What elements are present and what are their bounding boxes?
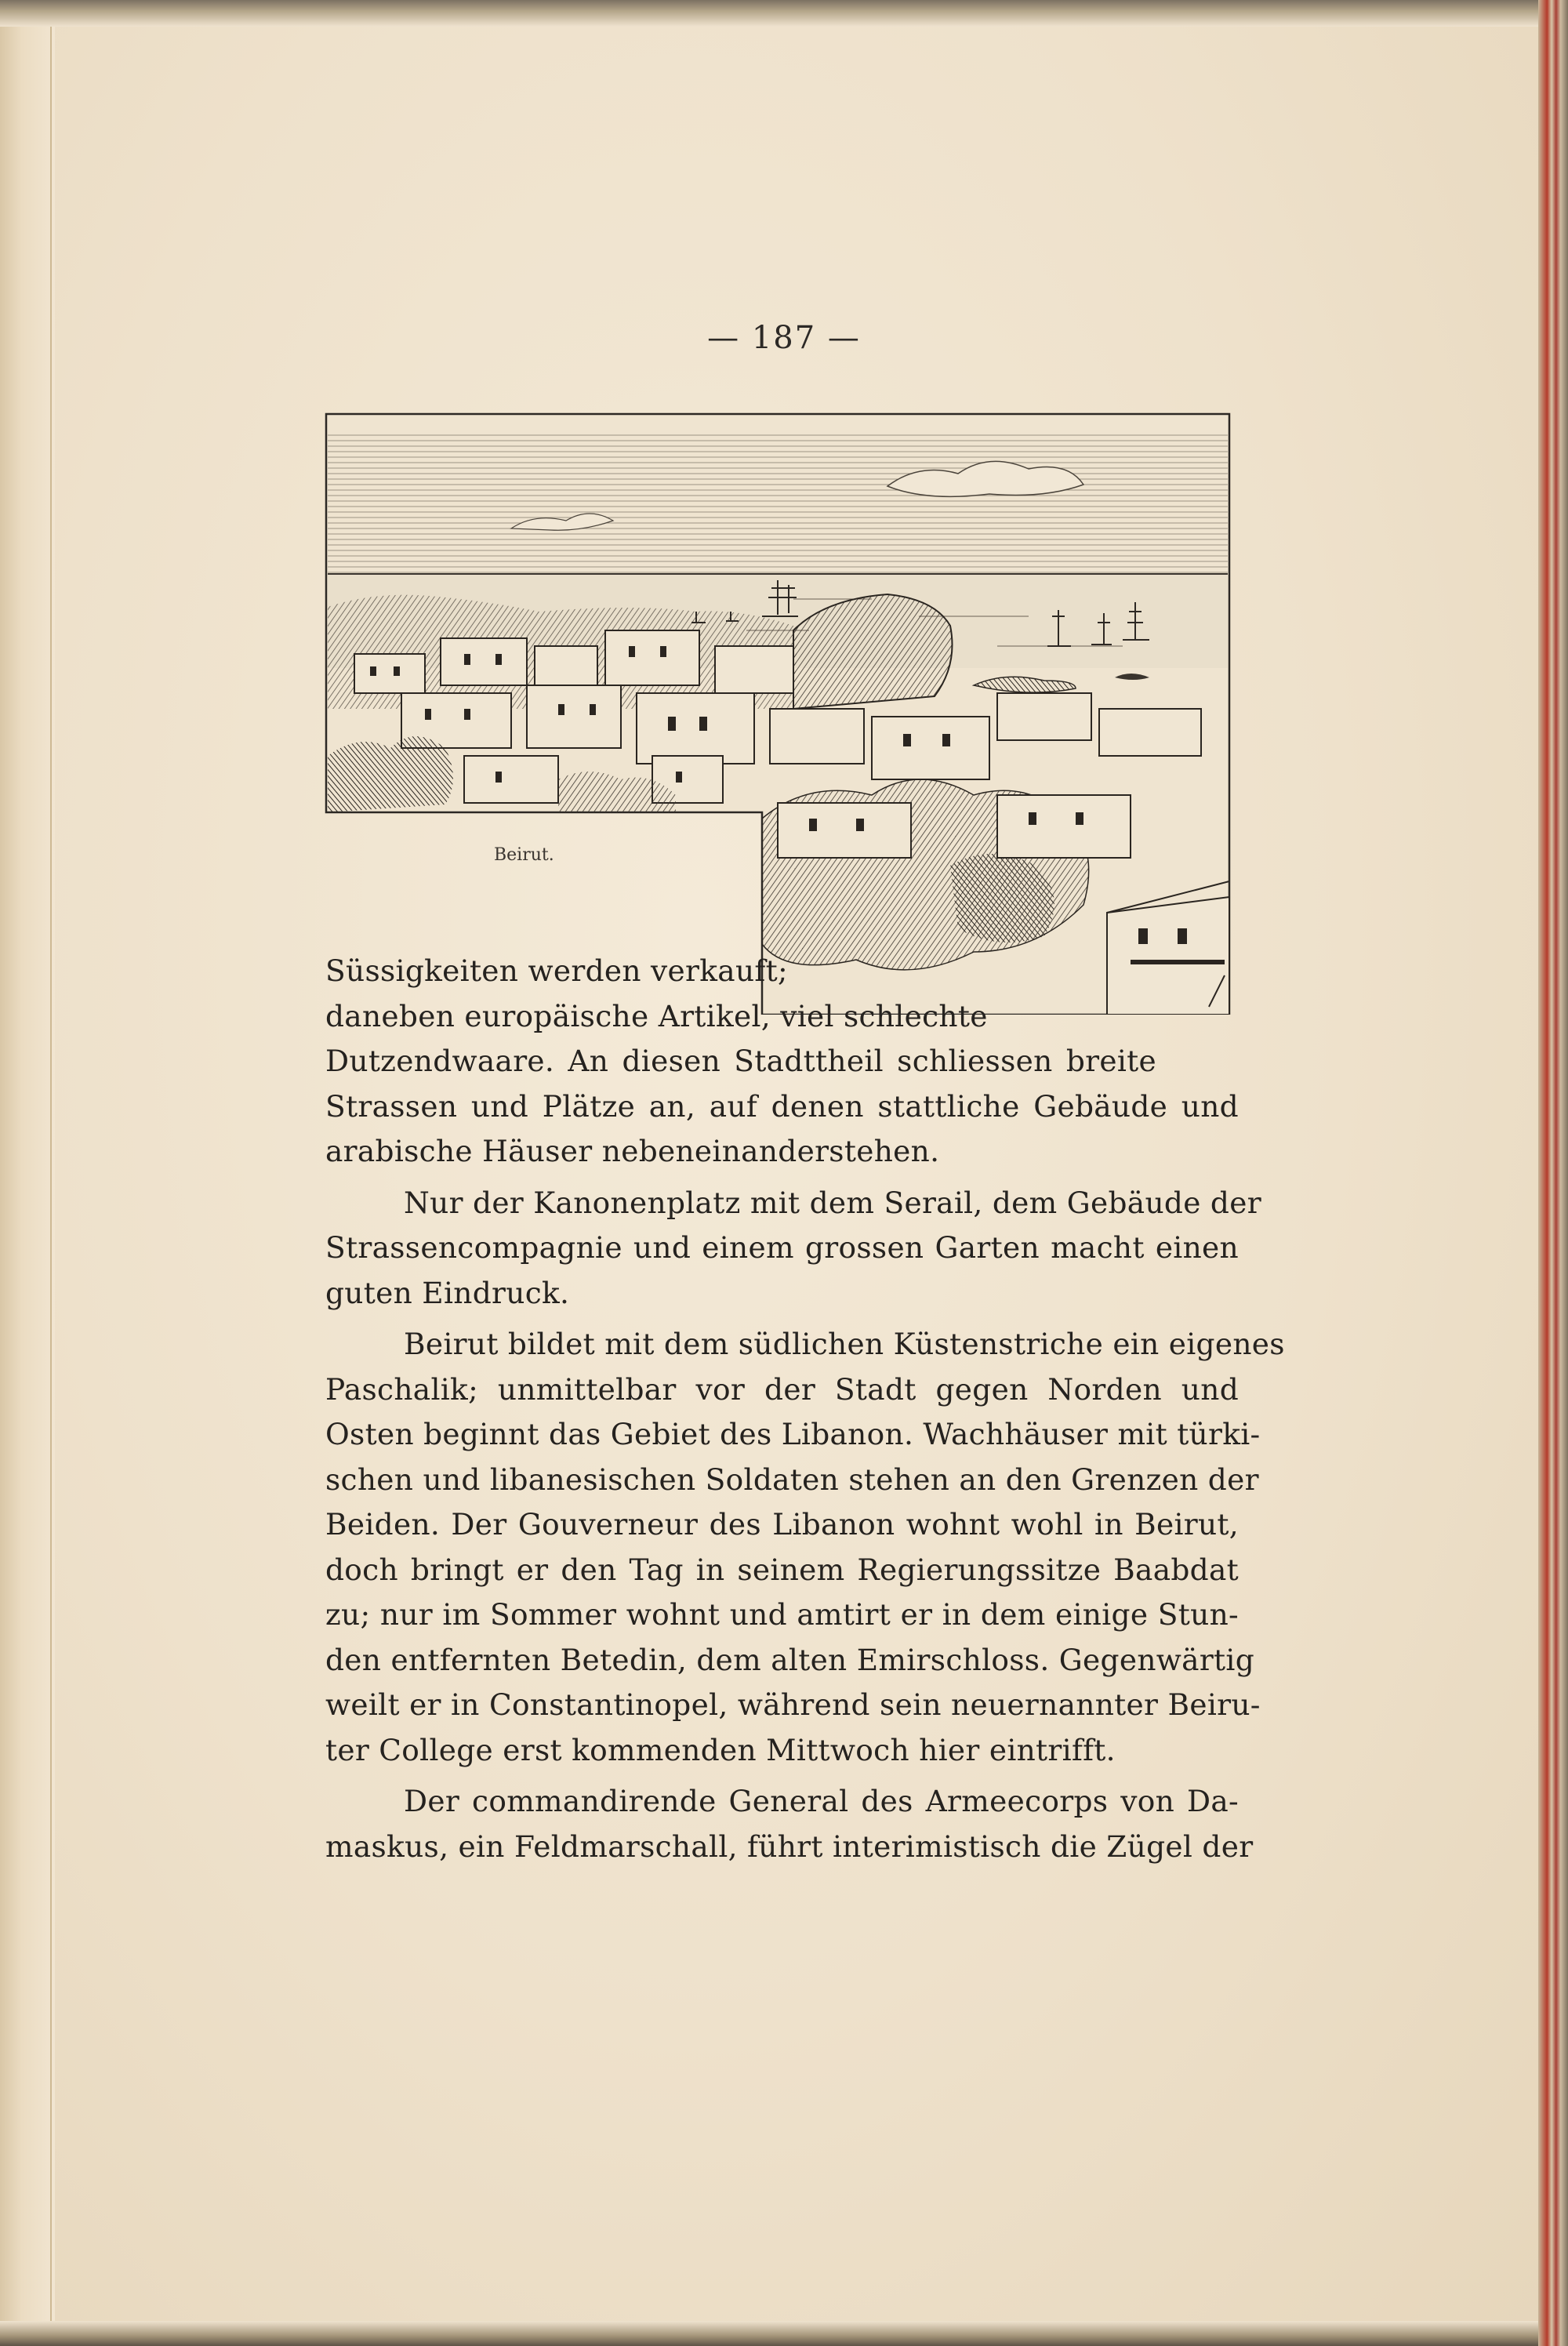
text-line: Dutzendwaare. An diesen Stadttheil schliessen breite [325, 1044, 1156, 1078]
text-line: zu; nur im Sommer wohnt und amtirt er in dem einige Stun- [325, 1597, 1239, 1632]
text-line: Paschalik; unmittelbar vor der Stadt gegen Norden und [325, 1371, 1239, 1407]
page-top-edge [0, 0, 1538, 27]
page-number: — 187 — [707, 320, 861, 356]
text-line: Strassencompagnie und einem grossen Garten macht einen [325, 1230, 1239, 1265]
body-text [325, 949, 1285, 1869]
foreground-house [778, 803, 911, 858]
text-line: Nur der Kanonenplatz mit dem Serail, dem Gebäude der [404, 1185, 1261, 1220]
text-line: daneben europäische Artikel, viel schlechte [325, 998, 988, 1033]
text-line: Osten beginnt das Gebiet des Libanon. Wachhäuser mit türki- [325, 1417, 1261, 1451]
beirut-engraving [323, 411, 1232, 1015]
text-line: Süssigkeiten werden verkauft; [325, 953, 788, 988]
figure-caption: Beirut. [494, 845, 554, 865]
text-line: doch bringt er den Tag in seinem Regierungssitze Baabdat [325, 1552, 1239, 1587]
text-line: guten Eindruck. [325, 1275, 570, 1310]
text-line: ter College erst kommenden Mittwoch hier eintrifft. [325, 1732, 1116, 1767]
text-line: Beirut bildet mit dem südlichen Küstenstriche ein eigenes [404, 1327, 1285, 1361]
book-right-edge [1538, 0, 1568, 2346]
text-line: Der commandirende General des Armeecorps von Da- [404, 1784, 1239, 1818]
text-line: weilt er in Constantinopel, während sein neuernannter Beiru- [325, 1687, 1261, 1722]
text-line: Beiden. Der Gouverneur des Libanon wohnt wohl in Beirut, [325, 1507, 1239, 1542]
text-line: den entfernten Betedin, dem alten Emirschloss. Gegenwärtig [325, 1642, 1255, 1677]
page-bottom-edge [0, 2321, 1538, 2346]
sky-hatching [328, 434, 1228, 583]
text-line: Strassen und Plätze an, auf denen stattliche Gebäude und [325, 1088, 1239, 1124]
text-line: schen und libanesischen Soldaten stehen an den Grenzen der [325, 1462, 1259, 1497]
text-line: maskus, ein Feldmarschall, führt interimistisch die Zügel der [325, 1828, 1254, 1864]
text-line: arabische Häuser nebeneinanderstehen. [325, 1134, 940, 1168]
